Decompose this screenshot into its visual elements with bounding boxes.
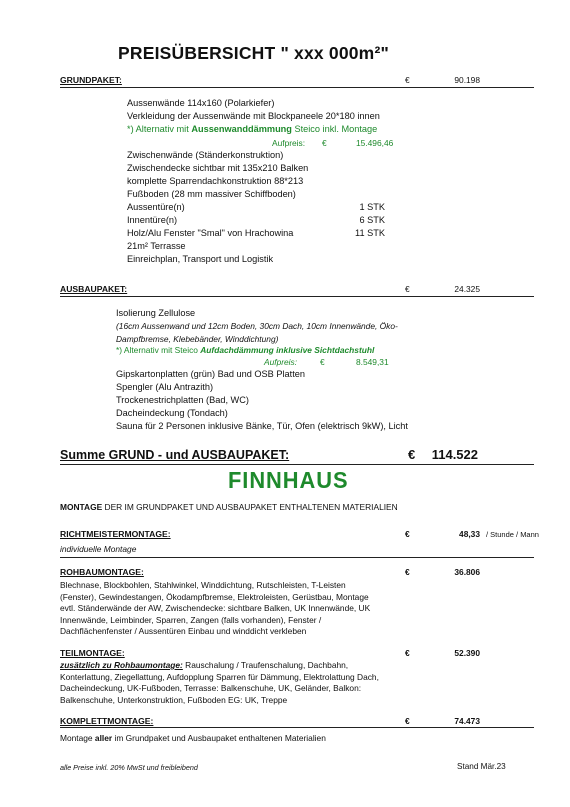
ausbaupaket-surcharge-currency: € xyxy=(320,357,325,367)
teil-lead: zusätzlich zu Rohbaumontage: xyxy=(60,660,183,670)
grundpaket-currency: € xyxy=(405,75,410,85)
teil-currency: € xyxy=(405,648,410,658)
ausbaupaket-surcharge-label: Aufpreis: xyxy=(264,357,298,367)
richtmeister-price: 48,33 xyxy=(459,529,480,539)
grundpaket-item: Verkleidung der Aussenwände mit Blockpaneele 20*180 innen xyxy=(127,111,380,121)
komplett-price: 74.473 xyxy=(454,716,480,726)
grundpaket-surcharge-label: Aufpreis: xyxy=(272,138,306,148)
grundpaket-item: 21m² Terrasse xyxy=(127,241,186,251)
grundpaket-surcharge-currency: € xyxy=(322,138,327,148)
ausbaupaket-item: Sauna für 2 Personen inklusive Bänke, Tür, Ofen (elektrisch 9kW), Licht xyxy=(116,421,408,431)
ausbaupaket-item: Isolierung Zellulose xyxy=(116,308,196,318)
richtmeister-currency: € xyxy=(405,529,410,539)
komplett-desc xyxy=(60,733,326,743)
counted-item-name: Innentüre(n) xyxy=(127,215,178,225)
ausbaupaket-note: (16cm Aussenwand und 12cm Boden, 30cm Dach, 10cm Innenwände, Öko-Dampfbremse, Klebebänder, Winddichtung) xyxy=(116,321,398,344)
ausbaupaket-label: AUSBAUPAKET: xyxy=(60,284,128,294)
ausbaupaket-alternative xyxy=(116,345,374,355)
ausbaupaket-currency: € xyxy=(405,284,410,294)
ausbaupaket-divider xyxy=(60,296,534,297)
grundpaket-item: Zwischendecke sichtbar mit 135x210 Balken xyxy=(127,163,309,173)
grundpaket-alternative xyxy=(127,124,377,134)
komplett-desc-pre: Montage xyxy=(60,733,95,743)
finnhaus-logo xyxy=(228,467,349,494)
alt-bold: Aussenwanddämmung xyxy=(191,124,292,134)
rohbau-label: ROHBAUMONTAGE: xyxy=(60,567,144,577)
footer-note: alle Preise inkl. 20% MwSt und freibleibend xyxy=(60,763,198,772)
counted-item-qty: 11 STK xyxy=(355,228,385,238)
komplett-divider xyxy=(60,727,534,728)
grundpaket-surcharge-value: 15.496,46 xyxy=(356,138,394,148)
komplett-desc-post: im Grundpaket und Ausbaupaket enthaltenen Materialien xyxy=(112,733,326,743)
alt-prefix: *) Alternativ mit Steico xyxy=(116,345,201,355)
grundpaket-item: komplette Sparrendachkonstruktion 88*213 xyxy=(127,176,304,186)
komplett-currency: € xyxy=(405,716,410,726)
grundpaket-price: 90.198 xyxy=(454,75,480,85)
grundpaket-item: Zwischenwände (Ständerkonstruktion) xyxy=(127,150,284,160)
komplett-desc-bold: aller xyxy=(94,733,113,743)
komplett-label: KOMPLETTMONTAGE: xyxy=(60,716,154,726)
counted-item-name: Aussentüre(n) xyxy=(127,202,185,212)
teil-label: TEILMONTAGE: xyxy=(60,648,125,658)
ausbaupaket-item: Spengler (Alu Antrazith) xyxy=(116,382,214,392)
summe-divider xyxy=(60,464,534,465)
summe-currency: € xyxy=(408,447,416,462)
summe-label: Summe GRUND - und AUSBAUPAKET: xyxy=(60,448,290,462)
alt-prefix: *) Alternativ mit xyxy=(127,124,192,134)
counted-item-qty: 1 STK xyxy=(359,202,385,212)
ausbaupaket-item: Trockenestrichplatten (Bad, WC) xyxy=(116,395,249,405)
teil-desc-text: Rauschalung / Traufenschalung, Dachbahn, Konterlattung, Ziegellattung, Aufdopplung Sparren für Dämmung, Elektrolattung Dach, Dacheindeckung, UK-Fußboden, Terrasse: Balkenschuhe, UK, Geländer, Balkon: Balkenschuhe, Unterkonstruktion, Fußboden EG: UK, Treppe xyxy=(60,660,379,705)
summe-value: 114.522 xyxy=(431,447,478,462)
footer-stand: Stand Mär.23 xyxy=(457,762,506,771)
montage-intro xyxy=(60,502,398,512)
counted-item-name: Holz/Alu Fenster "Smal" von Hrachowina xyxy=(127,228,294,238)
alt-suffix: Steico inkl. Montage xyxy=(291,124,378,134)
grundpaket-label: GRUNDPAKET: xyxy=(60,75,122,85)
grundpaket-item: Einreichplan, Transport und Logistik xyxy=(127,254,274,264)
logo-text: FINNHAUS xyxy=(228,467,349,493)
teil-desc xyxy=(60,660,395,706)
rohbau-currency: € xyxy=(405,567,410,577)
grundpaket-item: Aussenwände 114x160 (Polarkiefer) xyxy=(127,98,275,108)
richtmeister-divider xyxy=(60,557,534,558)
rohbau-price: 36.806 xyxy=(454,567,480,577)
ausbaupaket-price: 24.325 xyxy=(454,284,480,294)
richtmeister-desc: individuelle Montage xyxy=(60,544,137,554)
ausbaupaket-item: Dacheindeckung (Tondach) xyxy=(116,408,228,418)
richtmeister-label: RICHTMEISTERMONTAGE: xyxy=(60,529,171,539)
ausbaupaket-surcharge-value: 8.549,31 xyxy=(356,357,389,367)
grundpaket-divider xyxy=(60,87,534,88)
counted-item-qty: 6 STK xyxy=(359,215,385,225)
page-title: PREISÜBERSICHT " xxx 000m²" xyxy=(118,43,389,63)
ausbaupaket-item: Gipskartonplatten (grün) Bad und OSB Platten xyxy=(116,369,305,379)
teil-price: 52.390 xyxy=(454,648,480,658)
montage-intro-bold: MONTAGE xyxy=(60,502,103,512)
grundpaket-item: Fußboden (28 mm massiver Schiffboden) xyxy=(127,189,296,199)
richtmeister-unit: / Stunde / Mann xyxy=(486,530,539,539)
alt-bold: Aufdachdämmung inklusive Sichtdachstuhl xyxy=(200,345,375,355)
rohbau-desc: Blechnase, Blockbohlen, Stahlwinkel, Winddichtung, Rutschleisten, T-Leisten (Fenster), Gewindestangen, Ökodampfbremse, Elektroleisten, Gerüstbau, Montage evtl. Ständerwände der AW, Zwischendecke: sichtbare Balken, UK Innenwände, UK Innenwände, Leimbinder, Sparren, Zangen (falls vorhanden), Fenster / Dachflächenfenster / Aussentüren Einbau und winddicht verkleben xyxy=(60,580,371,636)
montage-intro-rest: DER IM GRUNDPAKET UND AUSBAUPAKET ENTHALTENEN MATERIALIEN xyxy=(102,502,398,512)
